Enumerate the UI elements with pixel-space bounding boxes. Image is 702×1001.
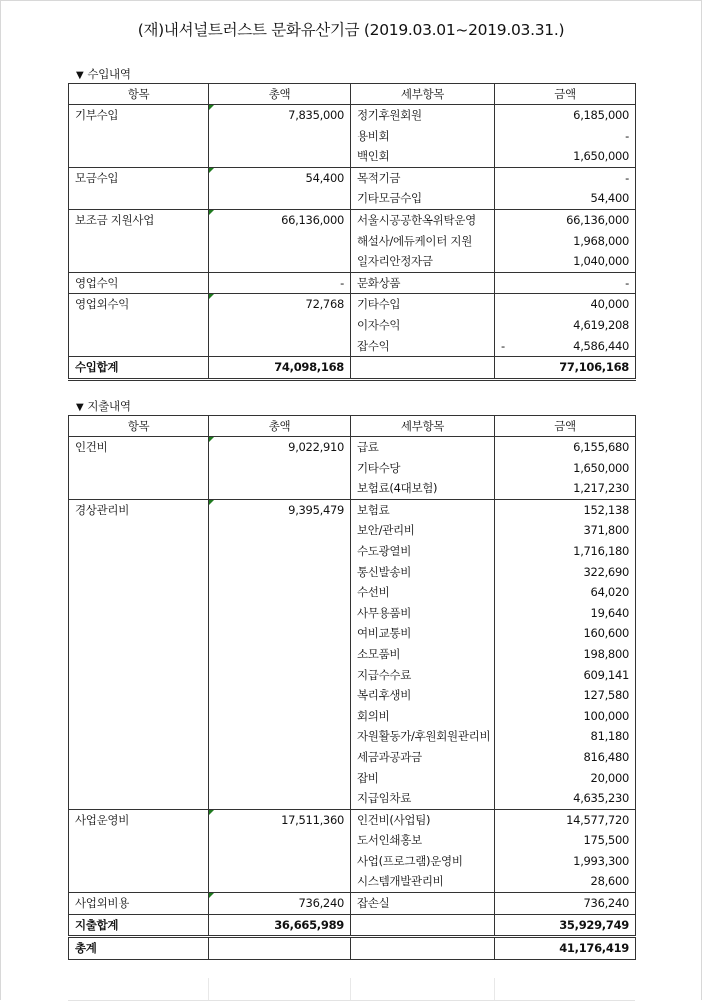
expense-body: [69, 437, 636, 915]
item-cell: [69, 126, 209, 147]
total-cell: [209, 582, 351, 603]
detail-cell: 회의비: [351, 706, 495, 727]
item-cell: [69, 788, 209, 809]
amount-cell: [495, 871, 636, 892]
total-cell: [209, 126, 351, 147]
ledger-row: [69, 437, 636, 458]
amount-cell: [495, 188, 636, 209]
grand-total-amount: 41,176,419: [495, 937, 636, 960]
ledger-row: [69, 665, 636, 686]
header-amount: 금액: [495, 416, 636, 437]
ledger-row: [69, 851, 636, 872]
amount-value: 736,240: [583, 896, 629, 911]
ledger-row: [69, 706, 636, 727]
total-cell: [209, 520, 351, 541]
expense-section-label: [76, 398, 131, 414]
ledger-row: [69, 294, 636, 315]
expense-total-empty: [351, 914, 495, 937]
amount-cell: [495, 209, 636, 230]
amount-value: 1,993,300: [573, 853, 629, 868]
amount-cell: [495, 562, 636, 583]
total-cell: -: [209, 272, 351, 294]
ledger-row: [69, 272, 636, 294]
detail-cell: 급료: [351, 437, 495, 458]
header-total: 총액: [209, 416, 351, 437]
ledger-row: [69, 478, 636, 499]
item-cell: 기부수입: [69, 105, 209, 126]
grand-total-empty-2: [351, 937, 495, 960]
total-cell: [209, 603, 351, 624]
total-cell: [209, 231, 351, 252]
amount-cell: [495, 336, 636, 357]
amount-value: 19,640: [590, 605, 629, 620]
amount-cell: [495, 582, 636, 603]
detail-cell: 지급수수료: [351, 665, 495, 686]
expense-total-row: [69, 914, 636, 937]
item-cell: [69, 768, 209, 789]
detail-cell: 보험료(4대보험): [351, 478, 495, 499]
amount-cell: [495, 851, 636, 872]
amount-prefix: -: [501, 338, 505, 353]
page-frame-top: [0, 0, 702, 1]
ledger-row: [69, 603, 636, 624]
page-title: (재)내셔널트러스트 문화유산기금 (2019.03.01~2019.03.31.): [137, 21, 565, 39]
ledger-row: [69, 830, 636, 851]
item-cell: 사업운영비: [69, 809, 209, 830]
detail-cell: 기타모금수입: [351, 188, 495, 209]
total-cell: [209, 726, 351, 747]
detail-cell: 세금과공과금: [351, 747, 495, 768]
total-cell: [209, 251, 351, 272]
amount-value: 198,800: [583, 646, 629, 661]
amount-cell: [495, 499, 636, 520]
expense-total-amount: 35,929,749: [495, 914, 636, 937]
ledger-row: [69, 788, 636, 809]
detail-cell: 복리후생비: [351, 685, 495, 706]
amount-cell: [495, 685, 636, 706]
expense-header-row: [69, 416, 636, 437]
detail-cell: 통신발송비: [351, 562, 495, 583]
income-section-label: [76, 66, 131, 82]
detail-cell: 사무용품비: [351, 603, 495, 624]
item-cell: [69, 747, 209, 768]
amount-cell: [495, 603, 636, 624]
total-cell: [209, 541, 351, 562]
amount-cell: [495, 726, 636, 747]
ledger-row: [69, 458, 636, 479]
ledger-row: [69, 562, 636, 583]
triangle-down-icon: ▼: [76, 70, 84, 81]
amount-cell: [495, 105, 636, 126]
ledger-row: [69, 251, 636, 272]
header-detail: 세부항목: [351, 416, 495, 437]
item-cell: [69, 146, 209, 167]
total-cell: [209, 871, 351, 892]
detail-cell: 인건비(사업팀): [351, 809, 495, 830]
ledger-row: [69, 623, 636, 644]
detail-cell: 여비교통비: [351, 623, 495, 644]
total-cell: [209, 562, 351, 583]
item-cell: [69, 706, 209, 727]
amount-cell: [495, 665, 636, 686]
item-cell: [69, 231, 209, 252]
amount-value: 1,650,000: [573, 149, 629, 164]
total-cell: [209, 851, 351, 872]
amount-value: 64,020: [590, 585, 629, 600]
item-cell: 모금수입: [69, 167, 209, 188]
ledger-row: [69, 726, 636, 747]
ledger-row: [69, 809, 636, 830]
total-cell: [209, 665, 351, 686]
amount-value: 127,580: [583, 688, 629, 703]
amount-cell: [495, 623, 636, 644]
expense-table: [68, 415, 636, 960]
amount-value: 371,800: [583, 523, 629, 538]
total-cell: 17,511,360: [209, 809, 351, 830]
total-cell: [209, 188, 351, 209]
total-cell: 7,835,000: [209, 105, 351, 126]
amount-value: 4,635,230: [573, 791, 629, 806]
amount-cell: [495, 167, 636, 188]
faint-gridlines: [68, 978, 635, 1001]
header-item: 항목: [69, 84, 209, 105]
amount-value: 1,650,000: [573, 460, 629, 475]
amount-value: 1,716,180: [573, 543, 629, 558]
total-cell: [209, 685, 351, 706]
detail-cell: 백인회: [351, 146, 495, 167]
item-cell: 영업외수익: [69, 294, 209, 315]
header-total: 총액: [209, 84, 351, 105]
detail-cell: 수선비: [351, 582, 495, 603]
amount-value: 6,185,000: [573, 108, 629, 122]
item-cell: [69, 251, 209, 272]
amount-value: 1,217,230: [573, 481, 629, 496]
amount-value: 4,586,440: [573, 338, 629, 353]
detail-cell: 해설사/에듀케이터 지원: [351, 231, 495, 252]
total-cell: [209, 458, 351, 479]
amount-cell: [495, 706, 636, 727]
total-cell: [209, 830, 351, 851]
amount-value: 54,400: [590, 191, 629, 206]
detail-cell: 지급임차료: [351, 788, 495, 809]
amount-value: 81,180: [590, 729, 629, 744]
expense-total-sum: 36,665,989: [209, 914, 351, 937]
item-cell: [69, 562, 209, 583]
triangle-down-icon: ▼: [76, 402, 84, 413]
detail-cell: 수도광열비: [351, 541, 495, 562]
ledger-row: [69, 541, 636, 562]
amount-value: 609,141: [583, 667, 629, 682]
amount-cell: [495, 294, 636, 315]
total-cell: 9,395,479: [209, 499, 351, 520]
amount-cell: [495, 146, 636, 167]
ledger-row: [69, 499, 636, 520]
detail-cell: 잡비: [351, 768, 495, 789]
ledger-row: [69, 188, 636, 209]
detail-cell: 잡손실: [351, 893, 495, 915]
income-header-row: [69, 84, 636, 105]
total-cell: [209, 644, 351, 665]
item-cell: [69, 188, 209, 209]
ledger-row: [69, 167, 636, 188]
amount-cell: [495, 520, 636, 541]
amount-cell: [495, 315, 636, 336]
amount-value: 152,138: [583, 502, 629, 517]
income-total-empty: [351, 357, 495, 380]
income-total-sum: 74,098,168: [209, 357, 351, 380]
ledger-row: [69, 126, 636, 147]
item-cell: [69, 458, 209, 479]
item-cell: [69, 644, 209, 665]
item-cell: 경상관리비: [69, 499, 209, 520]
ledger-row: [69, 520, 636, 541]
income-section-text: 수입내역: [87, 67, 131, 81]
ledger-row: [69, 146, 636, 167]
item-cell: [69, 830, 209, 851]
expense-total-label: 지출합계: [69, 914, 209, 937]
total-cell: 66,136,000: [209, 209, 351, 230]
total-cell: [209, 146, 351, 167]
amount-cell: [495, 541, 636, 562]
grand-total-row: [69, 937, 636, 960]
amount-cell: [495, 458, 636, 479]
item-cell: 사업외비용: [69, 893, 209, 915]
item-cell: 영업수익: [69, 272, 209, 294]
amount-cell: [495, 809, 636, 830]
item-cell: [69, 871, 209, 892]
ledger-row: [69, 336, 636, 357]
item-cell: [69, 685, 209, 706]
grand-total-label: 총계: [69, 937, 209, 960]
total-cell: [209, 768, 351, 789]
item-cell: [69, 665, 209, 686]
amount-cell: [495, 126, 636, 147]
item-cell: [69, 623, 209, 644]
total-cell: [209, 788, 351, 809]
item-cell: 인건비: [69, 437, 209, 458]
total-cell: 9,022,910: [209, 437, 351, 458]
item-cell: [69, 478, 209, 499]
amount-value: 1,040,000: [573, 254, 629, 269]
detail-cell: 시스템개발관리비: [351, 871, 495, 892]
detail-cell: 보안/관리비: [351, 520, 495, 541]
detail-cell: 문화상품: [351, 272, 495, 294]
ledger-row: [69, 231, 636, 252]
item-cell: [69, 726, 209, 747]
ledger-row: [69, 582, 636, 603]
total-cell: [209, 623, 351, 644]
income-body: [69, 105, 636, 357]
ledger-row: [69, 893, 636, 915]
detail-cell: 용비회: [351, 126, 495, 147]
item-cell: [69, 520, 209, 541]
amount-value: 14,577,720: [566, 812, 629, 827]
amount-value: 66,136,000: [566, 212, 629, 227]
ledger-row: [69, 315, 636, 336]
total-cell: [209, 336, 351, 357]
header-detail: 세부항목: [351, 84, 495, 105]
amount-value: 1,968,000: [573, 233, 629, 248]
amount-cell: [495, 272, 636, 294]
amount-cell: [495, 478, 636, 499]
detail-cell: 잡수익: [351, 336, 495, 357]
total-cell: [209, 315, 351, 336]
amount-value: 160,600: [583, 626, 629, 641]
amount-cell: [495, 893, 636, 915]
detail-cell: 자원활동가/후원회원관리비: [351, 726, 495, 747]
amount-cell: [495, 768, 636, 789]
item-cell: 보조금 지원사업: [69, 209, 209, 230]
item-cell: [69, 603, 209, 624]
amount-value: 28,600: [590, 874, 629, 889]
ledger-row: [69, 105, 636, 126]
page-frame-left: [0, 0, 1, 1000]
detail-cell: 이자수익: [351, 315, 495, 336]
ledger-row: [69, 209, 636, 230]
amount-cell: [495, 747, 636, 768]
total-cell: 72,768: [209, 294, 351, 315]
amount-value: 100,000: [583, 708, 629, 723]
total-cell: 54,400: [209, 167, 351, 188]
total-cell: [209, 706, 351, 727]
detail-cell: 서울시공공한옥위탁운영: [351, 209, 495, 230]
amount-value: -: [625, 170, 629, 185]
detail-cell: 목적기금: [351, 167, 495, 188]
amount-value: 322,690: [583, 564, 629, 579]
amount-value: 816,480: [583, 749, 629, 764]
income-total-amount: 77,106,168: [495, 357, 636, 380]
header-item: 항목: [69, 416, 209, 437]
detail-cell: 기타수입: [351, 294, 495, 315]
income-total-label: 수입합계: [69, 357, 209, 380]
income-table: [68, 83, 636, 381]
total-cell: [209, 478, 351, 499]
detail-cell: 보험료: [351, 499, 495, 520]
amount-value: -: [625, 275, 629, 290]
ledger-row: [69, 685, 636, 706]
amount-cell: [495, 830, 636, 851]
item-cell: [69, 541, 209, 562]
amount-value: 20,000: [590, 770, 629, 785]
amount-value: 4,619,208: [573, 317, 629, 332]
amount-cell: [495, 231, 636, 252]
detail-cell: 정기후원회원: [351, 105, 495, 126]
amount-cell: [495, 644, 636, 665]
amount-value: 175,500: [583, 833, 629, 848]
income-total-row: [69, 357, 636, 380]
header-amount: 금액: [495, 84, 636, 105]
amount-cell: [495, 437, 636, 458]
amount-value: 6,155,680: [573, 440, 629, 454]
total-cell: [209, 747, 351, 768]
item-cell: [69, 851, 209, 872]
expense-section-text: 지출내역: [87, 399, 131, 413]
amount-cell: [495, 788, 636, 809]
grand-total-empty-1: [209, 937, 351, 960]
ledger-row: [69, 768, 636, 789]
ledger-row: [69, 871, 636, 892]
ledger-row: [69, 747, 636, 768]
item-cell: [69, 582, 209, 603]
total-cell: 736,240: [209, 893, 351, 915]
detail-cell: 소모품비: [351, 644, 495, 665]
detail-cell: 기타수당: [351, 458, 495, 479]
ledger-row: [69, 644, 636, 665]
detail-cell: 도서인쇄홍보: [351, 830, 495, 851]
amount-cell: [495, 251, 636, 272]
item-cell: [69, 315, 209, 336]
detail-cell: 사업(프로그램)운영비: [351, 851, 495, 872]
amount-value: 40,000: [590, 297, 629, 312]
item-cell: [69, 336, 209, 357]
amount-value: -: [625, 128, 629, 143]
detail-cell: 일자리안정자금: [351, 251, 495, 272]
